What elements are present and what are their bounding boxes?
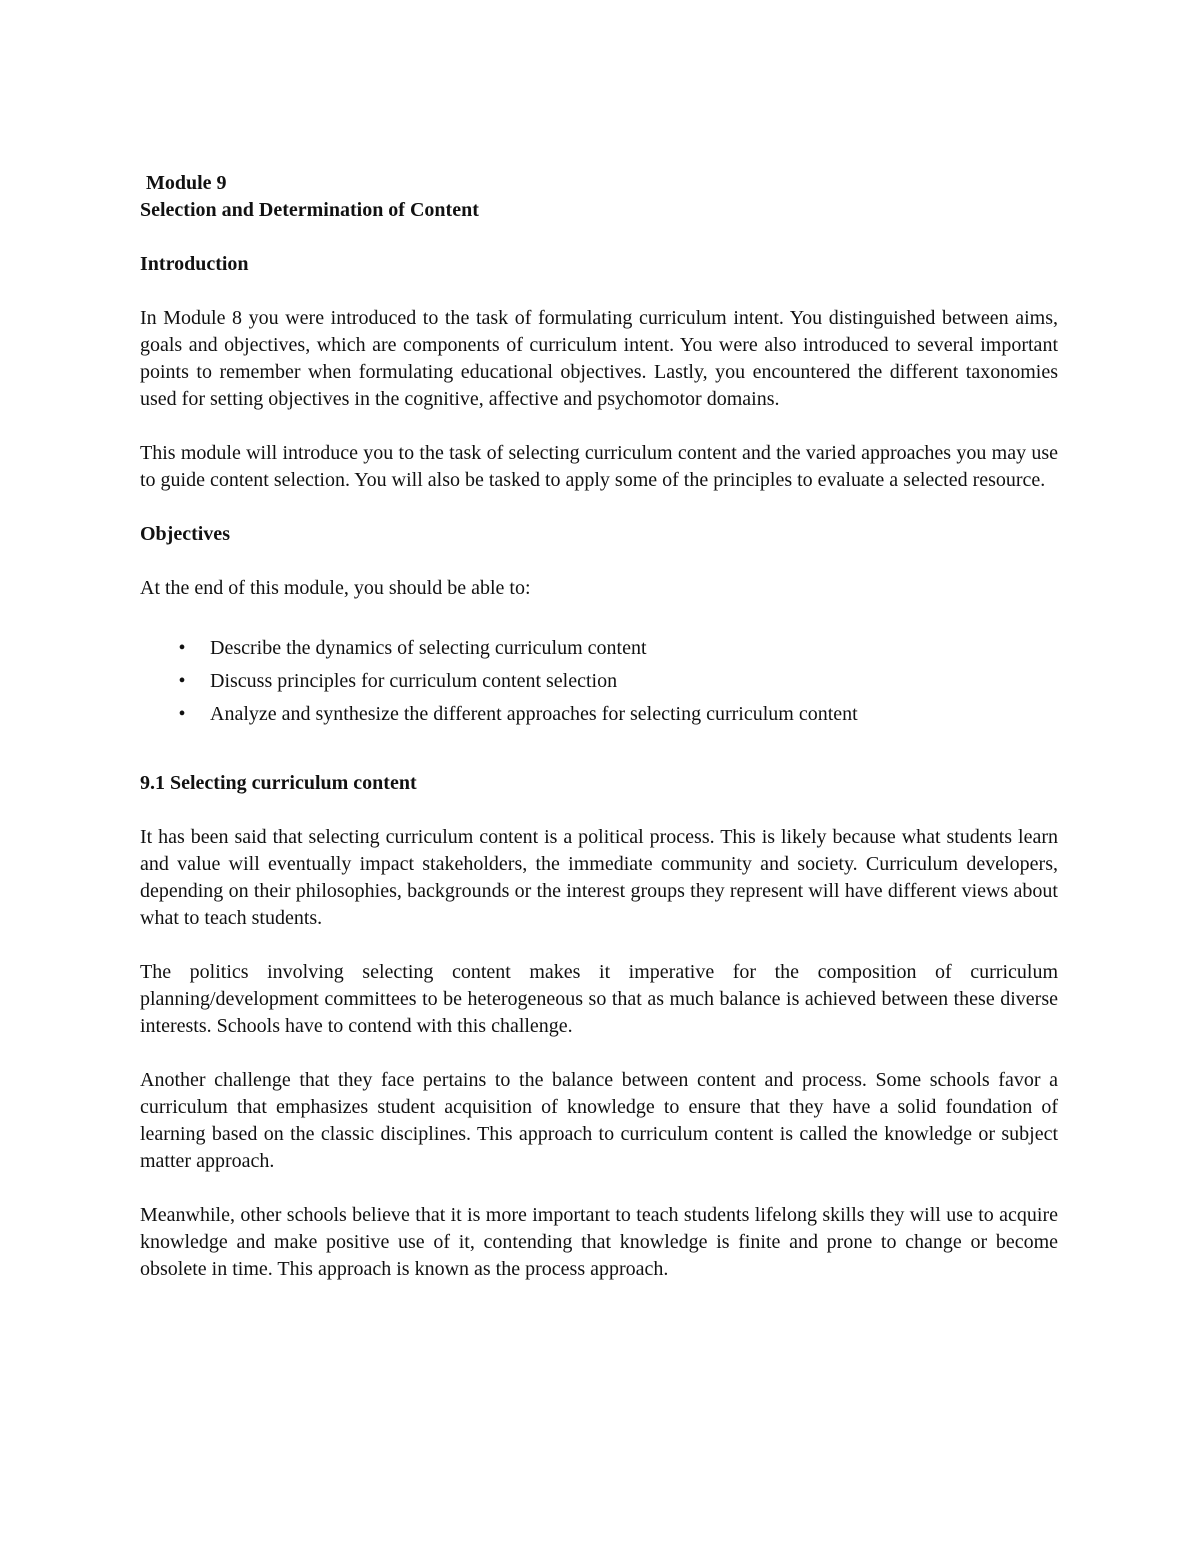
bullet-dot-icon: • (178, 703, 186, 725)
objective-text: Analyze and synthesize the different approaches for selecting curriculum content (210, 703, 858, 725)
section-paragraph: Another challenge that they face pertains to the balance between content and process. Some schools favor a curriculum that emphasizes student acquisition of knowledge to ensure that they have a solid foundation of learning based on the classic disciplines. This approach to curriculum content is called the knowledge or subject matter approach. (140, 1069, 1058, 1172)
introduction-heading: Introduction (140, 253, 249, 275)
objectives-lead: At the end of this module, you should be able to: (140, 577, 531, 599)
section-paragraph: Meanwhile, other schools believe that it is more important to teach students lifelong skills they will use to acquire knowledge and make positive use of it, contending that knowledge is finite and prone to change or become obsolete in time. This approach is known as the process approach. (140, 1204, 1058, 1280)
list-item (140, 635, 1058, 662)
module-label: Module 9 (146, 172, 227, 194)
bullet-dot-icon: • (178, 637, 186, 659)
document-page (140, 170, 1058, 1283)
objective-text: Discuss principles for curriculum content selection (210, 670, 618, 692)
module-title: Selection and Determination of Content (140, 199, 479, 221)
introduction-paragraph: This module will introduce you to the task of selecting curriculum content and the varied approaches you may use to guide content selection. You will also be tasked to apply some of the principles to evaluate a selected resource. (140, 442, 1058, 491)
objective-text: Describe the dynamics of selecting curriculum content (210, 637, 647, 659)
list-item (140, 701, 1058, 728)
bullet-dot-icon: • (178, 670, 186, 692)
section-paragraph: The politics involving selecting content makes it imperative for the composition of curriculum planning/development committees to be heterogeneous so that as much balance is achieved between these diverse interests. Schools have to contend with this challenge. (140, 961, 1058, 1037)
objectives-list (140, 635, 1058, 728)
objectives-heading: Objectives (140, 523, 230, 545)
list-item (140, 668, 1058, 695)
introduction-paragraph: In Module 8 you were introduced to the task of formulating curriculum intent. You distinguished between aims, goals and objectives, which are components of curriculum intent. You were also introduced to several important points to remember when formulating educational objectives. Lastly, you encountered the different taxonomies used for setting objectives in the cognitive, affective and psychomotor domains. (140, 307, 1058, 410)
section-paragraph: It has been said that selecting curriculum content is a political process. This is likely because what students learn and value will eventually impact stakeholders, the immediate community and society. Curriculum developers, depending on their philosophies, backgrounds or the interest groups they represent will have different views about what to teach students. (140, 826, 1058, 929)
section-heading: 9.1 Selecting curriculum content (140, 772, 417, 794)
